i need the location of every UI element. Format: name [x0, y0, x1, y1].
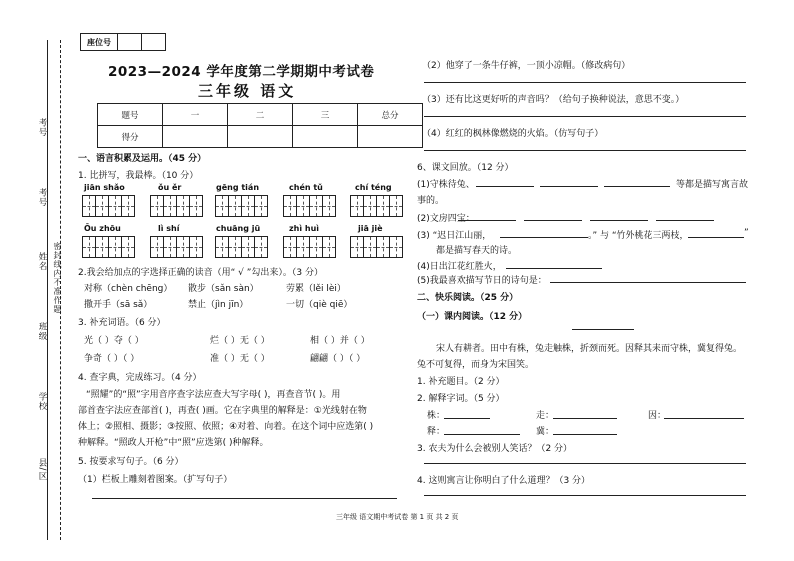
seat-cell[interactable]: [142, 34, 165, 50]
score-table: [97, 103, 423, 148]
q6-2: (2)文房四宝：: [417, 214, 475, 224]
title-blank[interactable]: [572, 329, 634, 330]
answer-line[interactable]: [424, 150, 746, 151]
q2-item[interactable]: 散步（sǎn sàn）: [188, 284, 259, 294]
q3-item[interactable]: 烂（ ）无（ ）: [210, 336, 270, 346]
part2-heading: 二、快乐阅读。（25 分）: [417, 293, 519, 303]
q3-item[interactable]: 争奇（ ）（ ）: [84, 354, 140, 364]
pinyin: lì shí: [158, 224, 180, 233]
answer-blank[interactable]: [553, 434, 617, 435]
writing-boxes[interactable]: [82, 236, 134, 258]
writing-boxes[interactable]: [350, 236, 402, 258]
q5-title: 5. 按要求写句子。（6 分）: [78, 457, 184, 467]
answer-blank[interactable]: [506, 268, 602, 269]
word-label: 株：: [427, 411, 446, 421]
word-label: 释：: [427, 427, 446, 437]
answer-line[interactable]: [424, 463, 746, 464]
score-cell: 总分: [358, 104, 423, 126]
answer-line[interactable]: [424, 116, 746, 117]
seat-label: 座位号: [81, 34, 118, 50]
pinyin: chuāng jū: [216, 224, 261, 233]
score-input[interactable]: [163, 126, 228, 148]
r3: 3. 农夫为什么会被别人笑话？（2 分）: [417, 444, 573, 454]
q2-item[interactable]: 对称（chèn chēng）: [84, 284, 173, 294]
q2-item[interactable]: 禁止（jìn jīn）: [188, 300, 249, 310]
score-cell: 三: [293, 104, 358, 126]
q6-3c: ”: [744, 228, 749, 238]
passage-line: 宋人有耕者。田中有株，兔走触株，折颈而死。因释其耒而守株，冀复得兔。: [436, 344, 743, 354]
pinyin: jiān shǎo: [84, 183, 125, 192]
q2-item[interactable]: 撒开手（sā sǎ）: [84, 300, 153, 310]
score-cell: 一: [163, 104, 228, 126]
page-footer: 三年级 语文期中考试卷 第 1 页 共 2 页: [336, 513, 459, 521]
q6-1c: 事的。: [417, 196, 445, 206]
writing-boxes[interactable]: [82, 195, 134, 217]
q3-item[interactable]: 光（ ）夺（ ）: [84, 336, 144, 346]
answer-blank[interactable]: [656, 220, 714, 221]
q6-1a: (1)守株待兔、: [417, 180, 475, 190]
answer-blank[interactable]: [500, 237, 588, 238]
writing-boxes[interactable]: [283, 195, 335, 217]
answer-blank[interactable]: [664, 418, 744, 419]
answer-blank[interactable]: [458, 220, 516, 221]
q6-3d: 都是描写春天的诗。: [436, 246, 518, 256]
q6-4: (4)日出江花红胜火，: [417, 262, 502, 272]
class-label: 班级: [37, 322, 47, 341]
answer-blank[interactable]: [524, 220, 582, 221]
pinyin: ǒu ěr: [158, 183, 182, 192]
q6-5: (5)我最喜欢描写节日的诗句是：: [417, 276, 547, 286]
q6-1b: 等都是描写寓言故: [676, 180, 749, 190]
part1-heading: 一、语言积累及运用。（45 分）: [78, 154, 207, 164]
q6-3b: 。” 与 “竹外桃花三两枝，: [588, 231, 689, 241]
q5-2: （2）他穿了一条牛仔裤，一顶小凉帽。（修改病句）: [422, 61, 631, 71]
pinyin: Ōu zhōu: [84, 224, 121, 233]
r2: 2. 解释字词。（5 分）: [417, 394, 505, 404]
q4-text: 体上；②照相、摄影；③按照、依照；④对着、向着。在这个词中应选第( ): [78, 422, 374, 432]
pinyin: jiā jiè: [358, 224, 383, 233]
writing-boxes[interactable]: [215, 236, 267, 258]
answer-line[interactable]: [92, 498, 397, 499]
answer-blank[interactable]: [476, 186, 534, 187]
kaohao-label: 考号: [37, 118, 47, 137]
pinyin: zhì huì: [289, 224, 320, 233]
q2-item[interactable]: 劳累（lěi lèi）: [286, 284, 346, 294]
answer-blank[interactable]: [540, 186, 598, 187]
part2-sub1: （一）课内阅读。（12 分）: [417, 312, 528, 322]
kaohao-label-2: 考号: [37, 188, 47, 207]
q6-title: 6、课文回放。（12 分）: [417, 163, 514, 173]
seal-notice: 密封线内不准作题: [53, 242, 62, 314]
word-label: 冀：: [536, 427, 555, 437]
q5-1: （1）栏板上雕刻着图案。（扩写句子）: [78, 475, 233, 485]
q3-title: 3. 补充词语。（6 分）: [78, 318, 166, 328]
answer-blank[interactable]: [550, 282, 746, 283]
writing-boxes[interactable]: [150, 236, 202, 258]
score-input[interactable]: [358, 126, 423, 148]
passage-line: 兔不可复得，而身为宋国笑。: [417, 360, 535, 370]
q4-title: 4. 查字典，完成练习。（4 分）: [78, 373, 202, 383]
answer-blank[interactable]: [604, 186, 670, 187]
r4: 4. 这则寓言让你明白了什么道理？（3 分）: [417, 476, 591, 486]
answer-blank[interactable]: [590, 220, 648, 221]
pinyin: chén tǔ: [289, 183, 323, 192]
pinyin: chí téng: [355, 183, 392, 192]
school-label: 学校: [37, 392, 47, 411]
writing-boxes[interactable]: [350, 195, 402, 217]
q5-4: （4）红红的枫林像燃烧的火焰。（仿写句子）: [422, 129, 604, 139]
r1: 1. 补充题目。（2 分）: [417, 377, 505, 387]
writing-boxes[interactable]: [283, 236, 335, 258]
score-cell: 题号: [98, 104, 163, 126]
seat-number-box: [80, 33, 166, 51]
q6-3a: (3) “迟日江山丽，: [417, 231, 492, 241]
score-input[interactable]: [293, 126, 358, 148]
exam-subject: 三年级 语文: [198, 82, 297, 100]
writing-boxes[interactable]: [150, 195, 202, 217]
q3-item[interactable]: 翩翩（ ）（ ）: [310, 354, 366, 364]
writing-boxes[interactable]: [215, 195, 267, 217]
answer-blank[interactable]: [444, 434, 520, 435]
score-cell: 二: [228, 104, 293, 126]
answer-blank[interactable]: [688, 237, 744, 238]
q4-text: 部首查字法应查部首( )，再查( )画。它在字典里的解释是：①光线射在物: [78, 406, 367, 416]
word-label: 因：: [648, 411, 667, 421]
answer-blank[interactable]: [553, 418, 617, 419]
q2-title: 2.我会给加点的字选择正确的读音（用“ √ ”勾出来）。（3 分）: [78, 268, 323, 278]
exam-title: 2023—2024 学年度第二学期期中考试卷: [108, 64, 375, 80]
answer-blank[interactable]: [444, 418, 490, 419]
q1-title: 1. 比拼写，我最棒。（10 分）: [78, 171, 199, 181]
answer-line[interactable]: [424, 495, 746, 496]
q4-text: “照耀”的“照”字用音序查字法应查大写字母( )，再查音节( )。用: [86, 390, 341, 400]
score-cell: 得分: [98, 126, 163, 148]
score-input[interactable]: [228, 126, 293, 148]
q2-item[interactable]: 一切（qiè qiē）: [286, 300, 353, 310]
q5-3: （3）还有比这更好听的声音吗？（给句子换种说法，意思不变。）: [422, 95, 685, 105]
pinyin: gēng tián: [216, 183, 260, 192]
word-label: 走：: [536, 411, 555, 421]
q3-item[interactable]: 准（ ）无（ ）: [210, 354, 270, 364]
district-label: 县/区: [37, 458, 47, 481]
answer-line[interactable]: [424, 82, 746, 83]
seat-cell[interactable]: [118, 34, 142, 50]
q3-item[interactable]: 相（ ）并（ ）: [310, 336, 370, 346]
q4-text: 种解释。“照政人开枪”中“照”应选第( )种解释。: [78, 438, 269, 448]
name-label: 姓名: [37, 252, 47, 271]
